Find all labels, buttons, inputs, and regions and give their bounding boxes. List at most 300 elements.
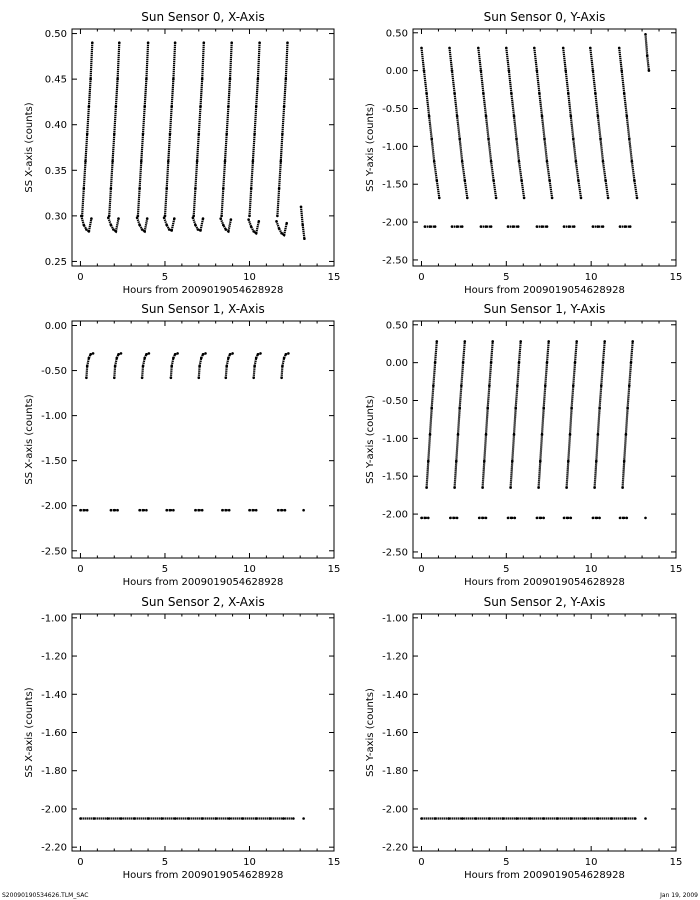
- data-point: [285, 353, 288, 356]
- data-point: [631, 160, 634, 163]
- data-point: [592, 517, 595, 520]
- data-point: [110, 187, 113, 190]
- data-point: [624, 225, 627, 228]
- data-point: [570, 817, 573, 820]
- data-point: [488, 384, 491, 387]
- data-point: [227, 105, 230, 108]
- y-axis-label: SS Y-axis (counts): [365, 395, 376, 484]
- data-point: [600, 384, 603, 387]
- data-point: [623, 92, 626, 95]
- data-point: [165, 224, 168, 227]
- x-tick-label: 5: [503, 857, 510, 868]
- data-point: [485, 115, 488, 118]
- data-point: [198, 133, 201, 136]
- data-point: [456, 225, 459, 228]
- data-point: [466, 197, 469, 200]
- data-point: [507, 517, 510, 520]
- data-trace: [250, 43, 260, 216]
- data-point: [258, 220, 261, 223]
- data-point: [563, 225, 566, 228]
- data-point: [255, 509, 258, 512]
- data-point: [625, 433, 628, 436]
- data-point: [196, 160, 199, 163]
- data-point: [507, 225, 510, 228]
- data-point: [145, 509, 148, 512]
- data-point: [277, 509, 280, 512]
- data-point: [629, 225, 632, 228]
- y-tick-label: 0.25: [44, 256, 67, 268]
- data-point: [231, 352, 234, 355]
- data-point: [86, 133, 89, 136]
- data-point: [481, 517, 484, 520]
- data-point: [227, 357, 230, 360]
- data-point: [225, 365, 228, 368]
- data-point: [610, 817, 613, 820]
- data-point: [628, 384, 631, 387]
- data-point: [456, 115, 459, 118]
- data-point: [634, 817, 637, 820]
- x-tick-label: 10: [584, 272, 598, 283]
- data-point: [133, 817, 136, 820]
- data-point: [595, 460, 598, 463]
- data-point: [485, 517, 488, 520]
- data-point: [227, 230, 230, 233]
- data-point: [248, 215, 251, 218]
- data-point: [116, 509, 119, 512]
- data-point: [292, 817, 295, 820]
- data-point: [85, 377, 88, 380]
- plot-frame: [413, 321, 676, 558]
- data-point: [275, 220, 278, 223]
- data-point: [492, 179, 495, 182]
- data-trace: [277, 43, 287, 216]
- data-point: [427, 517, 430, 520]
- data-trace: [82, 43, 92, 216]
- data-point: [241, 817, 244, 820]
- chart-title: Sun Sensor 2, Y-Axis: [483, 595, 606, 609]
- data-point: [168, 228, 171, 231]
- chart-panel: [24, 10, 340, 296]
- data-point: [628, 138, 631, 141]
- data-point: [491, 340, 494, 343]
- data-point: [592, 225, 595, 228]
- data-point: [280, 509, 283, 512]
- data-point: [429, 225, 432, 228]
- data-point: [512, 225, 515, 228]
- data-point: [626, 407, 629, 410]
- data-trace: [222, 43, 232, 216]
- data-point: [201, 509, 204, 512]
- data-point: [269, 817, 272, 820]
- x-tick-label: 15: [669, 272, 683, 283]
- y-tick-label: 0.50: [44, 29, 67, 41]
- data-point: [599, 138, 602, 141]
- data-point: [574, 361, 577, 364]
- data-point: [117, 217, 120, 220]
- data-point: [225, 133, 228, 136]
- chart-panel: [365, 10, 682, 296]
- data-point: [174, 41, 177, 44]
- data-point: [624, 817, 627, 820]
- data-point: [425, 92, 428, 95]
- data-point: [142, 133, 145, 136]
- data-point: [145, 78, 148, 81]
- y-tick-label: -1.50: [41, 456, 67, 468]
- data-point: [220, 215, 223, 218]
- data-point: [170, 105, 173, 108]
- data-point: [430, 407, 433, 410]
- data-point: [566, 517, 569, 520]
- data-point: [252, 509, 255, 512]
- x-tick-label: 0: [418, 564, 425, 575]
- data-point: [116, 357, 119, 360]
- data-point: [481, 486, 484, 489]
- data-point: [283, 105, 286, 108]
- data-point: [111, 160, 114, 163]
- y-axis-label: SS X-axis (counts): [24, 687, 35, 778]
- data-point: [505, 47, 508, 50]
- data-point: [198, 377, 201, 380]
- data-trace: [301, 207, 304, 239]
- data-point: [546, 225, 549, 228]
- x-tick-label: 15: [669, 857, 683, 868]
- data-point: [453, 486, 456, 489]
- data-point: [147, 41, 150, 44]
- data-point: [202, 217, 205, 220]
- data-point: [108, 215, 111, 218]
- data-point: [303, 237, 306, 240]
- y-tick-label: -0.50: [382, 396, 408, 408]
- y-tick-label: -1.20: [382, 651, 408, 663]
- data-point: [544, 384, 547, 387]
- data-point: [517, 225, 520, 228]
- data-point: [464, 179, 467, 182]
- data-point: [644, 817, 647, 820]
- data-point: [169, 133, 172, 136]
- data-point: [283, 234, 286, 237]
- data-point: [455, 460, 458, 463]
- data-point: [631, 340, 634, 343]
- data-point: [112, 228, 115, 231]
- data-point: [283, 357, 286, 360]
- y-tick-label: 0.50: [385, 320, 408, 332]
- data-point: [457, 433, 460, 436]
- data-point: [434, 817, 437, 820]
- data-point: [461, 225, 464, 228]
- data-point: [138, 509, 141, 512]
- data-point: [580, 197, 583, 200]
- y-tick-label: -2.00: [382, 509, 408, 521]
- data-point: [258, 41, 261, 44]
- data-point: [221, 509, 224, 512]
- data-point: [148, 352, 151, 355]
- data-point: [170, 229, 173, 232]
- data-point: [169, 509, 172, 512]
- data-point: [230, 41, 233, 44]
- y-tick-label: -0.50: [382, 104, 408, 116]
- data-point: [89, 78, 92, 81]
- data-point: [88, 105, 91, 108]
- data-point: [200, 357, 203, 360]
- y-tick-label: -1.40: [41, 689, 67, 701]
- data-point: [257, 353, 260, 356]
- data-point: [569, 433, 572, 436]
- data-point: [229, 353, 232, 356]
- data-point: [502, 817, 505, 820]
- data-point: [229, 78, 232, 81]
- y-tick-label: 0.50: [385, 28, 408, 40]
- x-tick-label: 5: [503, 564, 510, 575]
- y-tick-label: -1.80: [41, 766, 67, 778]
- data-point: [138, 224, 141, 227]
- data-point: [225, 377, 228, 380]
- data-point: [447, 817, 450, 820]
- data-point: [514, 517, 517, 520]
- y-tick-label: 0.40: [44, 120, 67, 132]
- chart-panel: [24, 302, 340, 588]
- data-point: [541, 433, 544, 436]
- data-point: [604, 179, 607, 182]
- chart-panel: [365, 595, 682, 881]
- data-point: [568, 225, 571, 228]
- data-point: [423, 69, 426, 72]
- data-point: [248, 509, 251, 512]
- data-point: [570, 407, 573, 410]
- data-point: [173, 217, 176, 220]
- data-point: [539, 460, 542, 463]
- data-point: [542, 817, 545, 820]
- chart-title: Sun Sensor 2, X-Axis: [141, 595, 265, 609]
- x-axis-label: Hours from 2009019054628928: [122, 285, 284, 296]
- data-point: [285, 222, 288, 225]
- data-point: [202, 353, 205, 356]
- y-tick-label: 0.00: [385, 358, 408, 370]
- data-point: [228, 817, 231, 820]
- data-point: [141, 377, 144, 380]
- data-point: [142, 509, 145, 512]
- data-point: [142, 365, 145, 368]
- data-point: [515, 138, 518, 141]
- data-point: [280, 160, 283, 163]
- data-trace: [646, 34, 649, 70]
- data-point: [143, 357, 146, 360]
- data-point: [436, 179, 439, 182]
- data-point: [106, 817, 109, 820]
- data-point: [518, 160, 521, 163]
- data-point: [81, 215, 84, 218]
- data-point: [93, 817, 96, 820]
- data-point: [280, 232, 283, 235]
- data-trace: [165, 43, 175, 216]
- data-point: [511, 460, 514, 463]
- y-axis-label: SS Y-axis (counts): [365, 688, 376, 777]
- data-point: [636, 197, 639, 200]
- data-point: [143, 105, 146, 108]
- data-point: [172, 357, 175, 360]
- x-tick-label: 0: [77, 857, 84, 868]
- data-trace: [194, 43, 204, 216]
- data-point: [140, 160, 143, 163]
- data-point: [490, 160, 493, 163]
- data-point: [286, 41, 289, 44]
- data-point: [83, 224, 86, 227]
- data-point: [224, 160, 227, 163]
- data-point: [551, 197, 554, 200]
- x-tick-label: 5: [161, 272, 169, 283]
- data-point: [515, 817, 518, 820]
- data-point: [301, 224, 304, 227]
- chart-panel: [365, 302, 682, 588]
- data-point: [424, 225, 427, 228]
- data-point: [194, 187, 197, 190]
- data-point: [575, 340, 578, 343]
- x-tick-label: 0: [77, 564, 84, 575]
- x-axis-label: Hours from 2009019054628928: [464, 577, 625, 588]
- data-point: [623, 460, 626, 463]
- x-tick-label: 10: [584, 564, 598, 575]
- data-point: [85, 228, 88, 231]
- data-point: [160, 817, 163, 820]
- x-tick-label: 10: [243, 857, 256, 868]
- y-tick-label: -0.50: [41, 366, 67, 378]
- data-point: [280, 377, 283, 380]
- y-tick-label: -1.40: [382, 689, 408, 701]
- y-tick-label: -1.20: [41, 651, 67, 663]
- data-point: [281, 133, 284, 136]
- y-tick-label: -2.00: [382, 804, 408, 816]
- data-point: [83, 509, 86, 512]
- y-tick-label: -2.00: [382, 217, 408, 229]
- data-point: [143, 230, 146, 233]
- data-point: [598, 407, 601, 410]
- data-point: [488, 817, 491, 820]
- data-point: [572, 138, 575, 141]
- plot-frame: [413, 614, 676, 851]
- data-point: [201, 817, 204, 820]
- x-tick-label: 0: [418, 857, 425, 868]
- data-point: [508, 69, 511, 72]
- data-point: [115, 230, 118, 233]
- data-point: [462, 361, 465, 364]
- y-axis-label: SS Y-axis (counts): [365, 103, 376, 192]
- data-point: [302, 817, 305, 820]
- y-tick-label: -1.00: [382, 433, 408, 445]
- data-point: [621, 486, 624, 489]
- data-point: [113, 509, 116, 512]
- data-point: [424, 517, 427, 520]
- data-point: [420, 517, 423, 520]
- data-point: [516, 384, 519, 387]
- data-point: [113, 377, 116, 380]
- data-point: [622, 517, 625, 520]
- data-point: [250, 226, 253, 229]
- data-point: [79, 509, 82, 512]
- data-point: [222, 187, 225, 190]
- data-point: [434, 225, 437, 228]
- data-point: [577, 179, 580, 182]
- data-point: [88, 357, 91, 360]
- plot-frame: [72, 29, 334, 266]
- data-point: [541, 115, 544, 118]
- data-point: [483, 460, 486, 463]
- data-point: [255, 105, 258, 108]
- data-point: [194, 224, 197, 227]
- data-point: [282, 817, 285, 820]
- y-tick-label: -1.60: [41, 728, 67, 739]
- y-tick-label: -2.00: [41, 501, 67, 513]
- data-point: [644, 517, 647, 520]
- data-point: [490, 361, 493, 364]
- data-point: [633, 179, 636, 182]
- data-point: [434, 361, 437, 364]
- data-point: [84, 160, 87, 163]
- data-point: [453, 92, 456, 95]
- data-point: [141, 228, 144, 231]
- y-tick-label: 0.00: [385, 66, 408, 78]
- data-point: [513, 433, 516, 436]
- data-point: [565, 486, 568, 489]
- y-tick-label: -2.50: [382, 547, 408, 559]
- data-point: [456, 517, 459, 520]
- data-point: [116, 78, 119, 81]
- data-point: [164, 215, 167, 218]
- data-point: [595, 517, 598, 520]
- y-axis-label: SS X-axis (counts): [24, 394, 35, 485]
- data-point: [486, 407, 489, 410]
- data-point: [201, 78, 204, 81]
- data-point: [452, 517, 455, 520]
- data-point: [480, 69, 483, 72]
- data-point: [646, 54, 649, 57]
- data-point: [172, 509, 175, 512]
- data-point: [567, 460, 570, 463]
- data-point: [89, 353, 92, 356]
- x-axis-label: Hours from 2009019054628928: [122, 870, 284, 881]
- y-tick-label: 0.35: [44, 165, 67, 177]
- data-point: [420, 47, 423, 50]
- data-point: [425, 486, 428, 489]
- data-point: [438, 197, 441, 200]
- data-point: [198, 509, 201, 512]
- data-point: [253, 365, 256, 368]
- data-point: [514, 407, 517, 410]
- data-point: [460, 384, 463, 387]
- data-point: [88, 230, 91, 233]
- data-point: [285, 78, 288, 81]
- data-point: [138, 187, 141, 190]
- data-point: [114, 365, 117, 368]
- data-point: [626, 115, 629, 118]
- x-tick-label: 0: [77, 272, 84, 283]
- data-point: [302, 509, 305, 512]
- data-point: [145, 353, 148, 356]
- x-tick-label: 15: [327, 564, 341, 575]
- data-point: [451, 225, 454, 228]
- data-point: [146, 217, 149, 220]
- data-point: [630, 361, 633, 364]
- data-point: [536, 69, 539, 72]
- y-tick-label: -1.50: [382, 179, 408, 191]
- data-point: [603, 340, 606, 343]
- data-point: [219, 217, 222, 220]
- data-point: [255, 817, 258, 820]
- data-point: [257, 78, 260, 81]
- data-point: [253, 133, 256, 136]
- y-tick-label: -2.50: [382, 255, 408, 267]
- data-point: [115, 105, 118, 108]
- y-tick-label: -2.00: [41, 804, 67, 816]
- data-point: [225, 509, 228, 512]
